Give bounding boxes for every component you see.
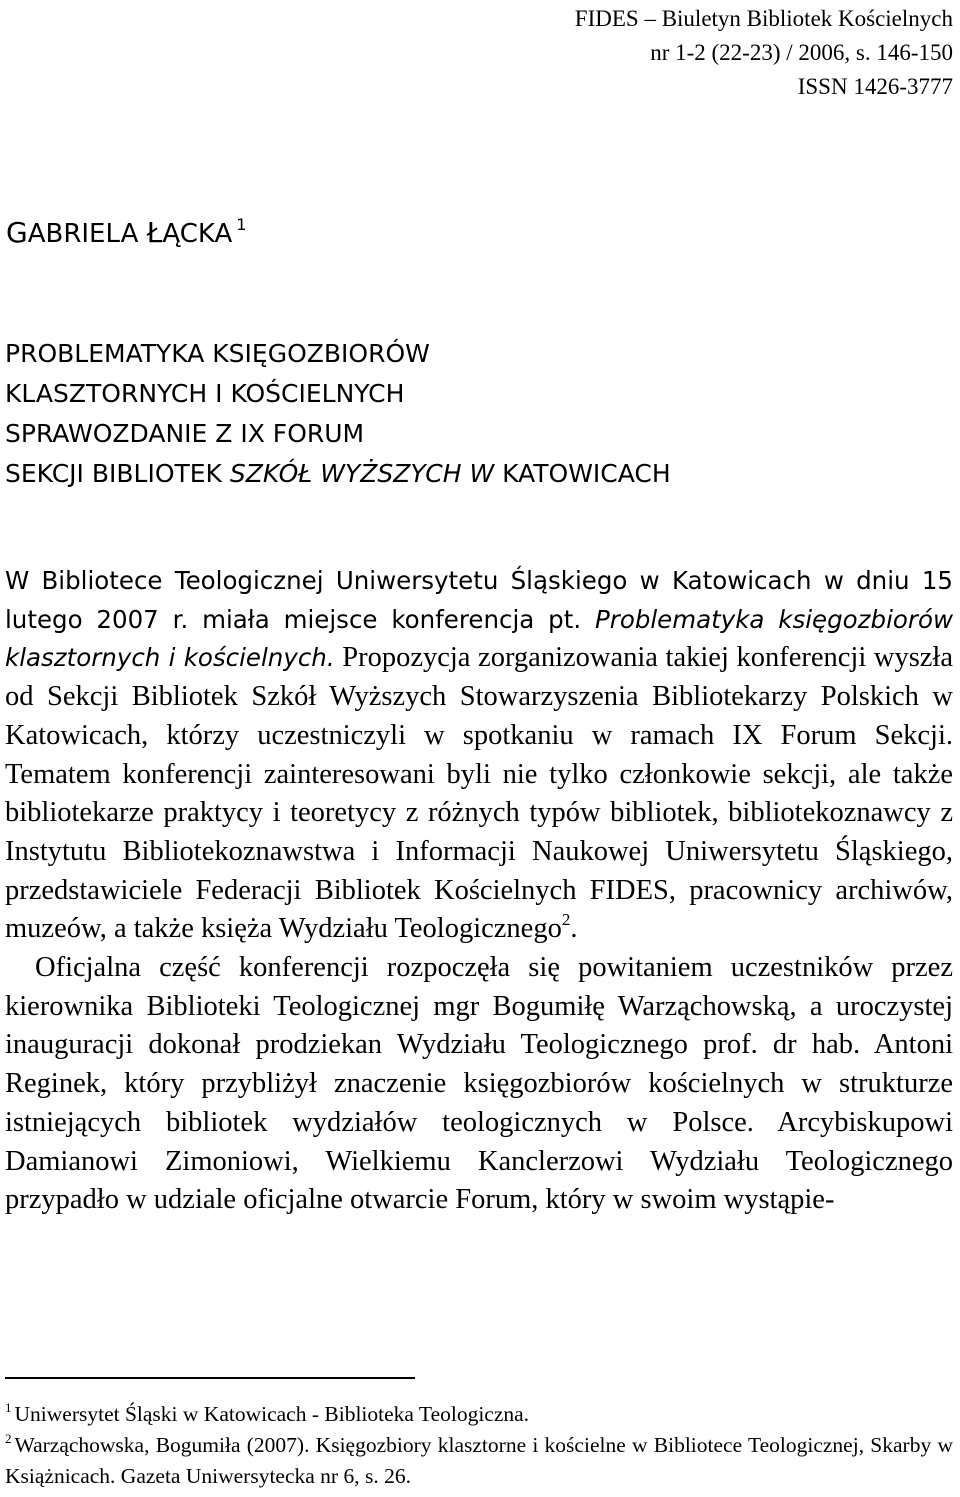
footnote-1-text: Uniwersytet Śląski w Katowicach - Biblioteka Teologiczna. [14,1402,530,1426]
footnote-divider [5,1377,415,1379]
article-title [5,334,671,494]
title-line-2: KLASZTORNYCH I KOŚCIELNYCH [5,379,405,408]
author-first-initial: G [6,216,28,249]
article-body [5,562,953,1220]
paragraph-1-end: . [570,913,578,945]
intro-italic: Problematyka księgozbiorów klasztornych i kościelnych. [5,604,953,673]
journal-name: FIDES – Biuletyn Bibliotek Kościelnych [574,6,953,31]
footnote-ref-2: 2 [561,910,571,930]
paragraph-2: Oficjalna część konferencji rozpoczęła się powitaniem uczestników przez kierownika Biblioteki Teologicznej mgr Bogumiłę Warząchowską, a uroczystej inauguracji dokonał prodziekan Wydziału Teologicznego prof. dr hab. Antoni Reginek, który przybliżył znaczenie księgozbiorów kościelnych w strukturze istniejących bibliotek wydziałów teologicznych w Polsce. Arcybiskupowi Damianowi Zimoniowi, Wielkiemu Kanclerzowi Wydziału Teologicznego przypadło w udziale oficjalne otwarcie Forum, który w swoim wystąpie- [5,952,953,1216]
paragraph-1-rest: Propozycja zorganizowania takiej konferencji wyszła od Sekcji Bibliotek Szkół Wyższych Stowarzyszenia Bibliotekarzy Polskich w Katowicach, którzy uczestniczyli w spotkaniu w ramach IX Forum Sekcji. Tematem konferencji zainteresowani byli nie tylko członkowie sekcji, ale także bibliotekarze praktycy i teoretycy z różnych typów bibliotek, bibliotekoznawcy z Instytutu Bibliotekoznawstwa i Informacji Naukowej Uniwersytetu Śląskiego, przedstawiciele Federacji Bibliotek Kościelnych FIDES, pracownicy archiwów, muzeów, a także księża Wydziału Teologicznego [5,642,954,945]
paragraph-1 [5,562,953,949]
author-first-rest: ABRIELA [27,219,139,249]
intro-plain: W Bibliotece Teologicznej Uniwersytetu Śląskiego w Katowicach w dniu 15 lutego 2007 r. miała miejsce konferencja pt. [5,566,953,634]
footnote-1-number: 1 [5,1400,12,1415]
author-last-rest: ĄCKA [162,219,233,249]
footnote-2-number: 2 [5,1431,12,1446]
author-name [6,215,246,249]
title-line-1: PROBLEMATYKA KSIĘGOZBIORÓW [5,339,430,368]
footnote-2-text: Warząchowska, Bogumiła (2007). Księgozbiory klasztorne i kościelne w Bibliotece Teologicznej, Skarby w Książnicach. Gazeta Uniwersytecka nr 6, s. 26. [5,1433,953,1488]
journal-issue: nr 1-2 (22-23) / 2006, s. 146-150 [650,40,953,65]
footnote-2 [5,1430,953,1492]
author-footnote-ref: 1 [236,215,247,234]
journal-header [453,2,953,104]
footnote-1 [5,1399,953,1430]
title-line-4-a: SEKCJI BIBLIOTEK [5,459,230,488]
title-line-4-c: KATOWICACH [502,459,671,488]
journal-issn: ISSN 1426-3777 [797,74,953,99]
title-line-4 [5,454,671,494]
title-line-4-b: SZKÓŁ WYŻSZYCH W [229,459,503,488]
author-last-initial: Ł [146,216,163,249]
footnotes [5,1399,953,1492]
title-line-3: SPRAWOZDANIE Z IX FORUM [5,419,365,448]
